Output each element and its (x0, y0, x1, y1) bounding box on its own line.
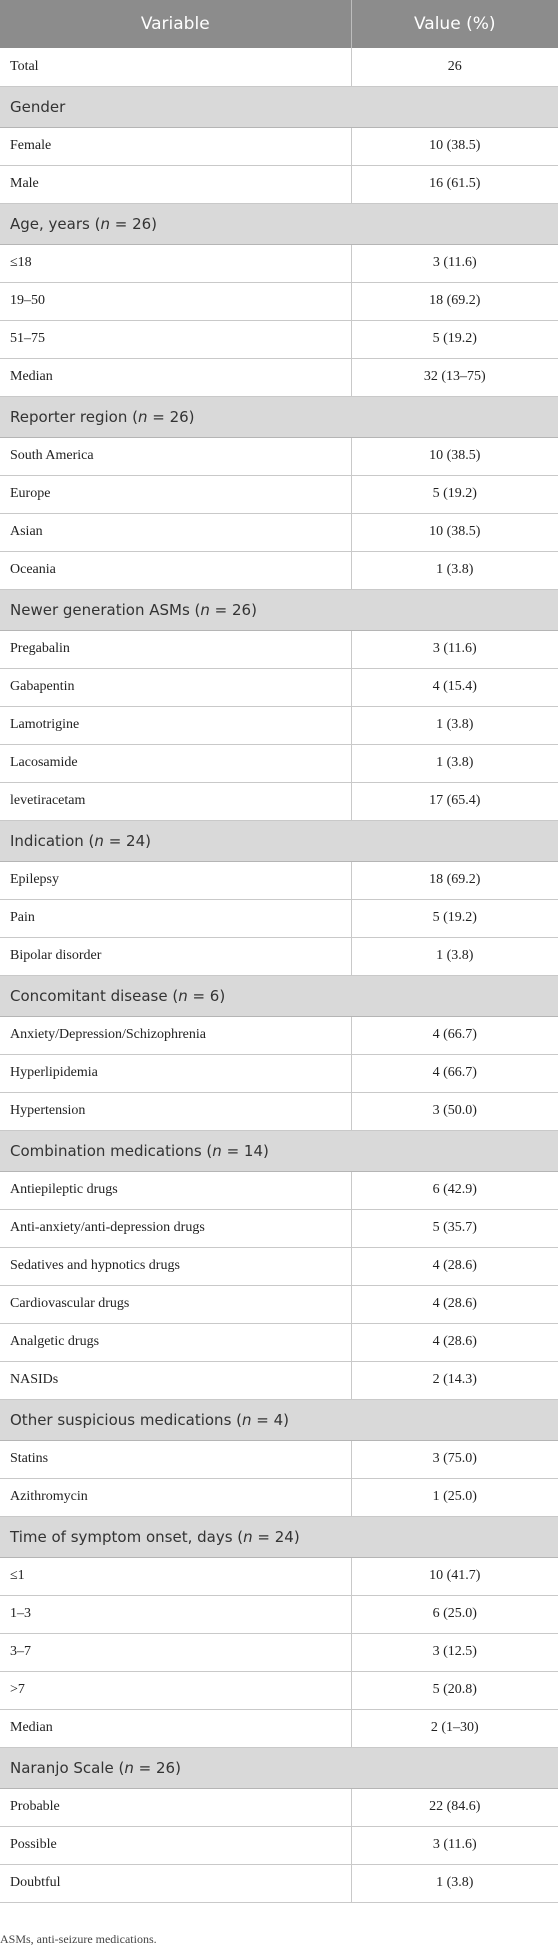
section-header-row (0, 820, 558, 861)
section-header (0, 1516, 558, 1557)
section-header (0, 203, 558, 244)
value-cell: 3 (50.0) (351, 1092, 558, 1130)
table-row (0, 1092, 558, 1130)
variable-cell: Female (0, 127, 351, 165)
variable-cell: 51–75 (0, 320, 351, 358)
table-row (0, 358, 558, 396)
table-row (0, 744, 558, 782)
variable-cell: Anxiety/Depression/Schizophrenia (0, 1016, 351, 1054)
section-n-value: = 24) (252, 1527, 300, 1546)
section-label: Age, years ( (10, 214, 101, 233)
section-header (0, 86, 558, 127)
footnote: ASMs, anti-seizure medications. (0, 1932, 157, 1946)
table-row (0, 1285, 558, 1323)
value-cell: 4 (28.6) (351, 1285, 558, 1323)
value-cell: 4 (28.6) (351, 1247, 558, 1285)
variable-cell: Median (0, 358, 351, 396)
section-label: Newer generation ASMs ( (10, 600, 201, 619)
variable-cell: Lamotrigine (0, 706, 351, 744)
variable-cell: Median (0, 1709, 351, 1747)
value-cell: 6 (25.0) (351, 1595, 558, 1633)
value-cell: 18 (69.2) (351, 861, 558, 899)
table-row (0, 668, 558, 706)
value-cell: 6 (42.9) (351, 1171, 558, 1209)
section-n-symbol: n (243, 1527, 253, 1546)
section-header-row (0, 86, 558, 127)
variable-cell: 3–7 (0, 1633, 351, 1671)
value-cell: 4 (66.7) (351, 1054, 558, 1092)
value-cell: 5 (19.2) (351, 475, 558, 513)
section-n-symbol: n (212, 1141, 222, 1160)
variable-cell: Hypertension (0, 1092, 351, 1130)
value-cell: 10 (41.7) (351, 1557, 558, 1595)
section-header-row (0, 1516, 558, 1557)
section-n-symbol: n (137, 407, 148, 426)
header-row (0, 0, 558, 48)
section-label: Gender (10, 97, 66, 116)
value-cell: 5 (19.2) (351, 320, 558, 358)
variable-cell: Total (0, 48, 351, 86)
variable-cell: Antiepileptic drugs (0, 1171, 351, 1209)
table-row (0, 1864, 558, 1902)
value-cell: 17 (65.4) (351, 782, 558, 820)
section-header-row (0, 203, 558, 244)
table-row (0, 475, 558, 513)
table-row (0, 1595, 558, 1633)
section-n-symbol: n (124, 1758, 134, 1777)
value-cell: 1 (3.8) (351, 551, 558, 589)
section-n-value: = 26) (147, 407, 195, 426)
section-n-value: = 24) (103, 831, 151, 850)
table-row (0, 782, 558, 820)
value-cell: 18 (69.2) (351, 282, 558, 320)
section-n-symbol: n (100, 214, 110, 233)
header-variable: Variable (0, 0, 351, 48)
value-cell: 1 (3.8) (351, 1864, 558, 1902)
variable-cell: NASIDs (0, 1361, 351, 1399)
table-row (0, 513, 558, 551)
table-row (0, 1671, 558, 1709)
section-n-value: = 26) (109, 214, 158, 233)
table-row (0, 1361, 558, 1399)
value-cell: 22 (84.6) (351, 1788, 558, 1826)
section-header-row (0, 1399, 558, 1440)
variable-cell: Cardiovascular drugs (0, 1285, 351, 1323)
section-n-symbol: n (242, 1410, 252, 1429)
section-label: Indication ( (10, 831, 95, 850)
table-row (0, 1247, 558, 1285)
table-body (0, 48, 558, 1902)
section-header (0, 1747, 558, 1788)
section-header (0, 1130, 558, 1171)
table-row (0, 899, 558, 937)
variable-cell: levetiracetam (0, 782, 351, 820)
variable-cell: Azithromycin (0, 1478, 351, 1516)
variable-cell: Probable (0, 1788, 351, 1826)
variable-cell: ≤18 (0, 244, 351, 282)
value-cell: 1 (3.8) (351, 937, 558, 975)
section-label: Reporter region ( (10, 407, 138, 426)
section-n-value: = 26) (209, 600, 257, 619)
table-row (0, 1557, 558, 1595)
section-header-row (0, 975, 558, 1016)
section-label: Concomitant disease ( (10, 986, 179, 1005)
section-n-symbol: n (178, 986, 188, 1005)
table-row (0, 1633, 558, 1671)
variable-cell: Male (0, 165, 351, 203)
variable-cell: Possible (0, 1826, 351, 1864)
section-label: Combination medications ( (10, 1141, 213, 1160)
section-header (0, 820, 558, 861)
table-row (0, 282, 558, 320)
section-label: Naranjo Scale ( (10, 1758, 125, 1777)
value-cell: 10 (38.5) (351, 513, 558, 551)
section-label: Time of symptom onset, days ( (10, 1527, 244, 1546)
value-cell: 5 (35.7) (351, 1209, 558, 1247)
variable-cell: Statins (0, 1440, 351, 1478)
section-n-value: = 6) (187, 986, 226, 1005)
variable-cell: ≤1 (0, 1557, 351, 1595)
value-cell: 3 (11.6) (351, 1826, 558, 1864)
table-row (0, 320, 558, 358)
table-row (0, 861, 558, 899)
section-n-symbol: n (94, 831, 104, 850)
table-row (0, 706, 558, 744)
variable-cell: Asian (0, 513, 351, 551)
value-cell: 2 (14.3) (351, 1361, 558, 1399)
table-row (0, 437, 558, 475)
value-cell: 3 (11.6) (351, 244, 558, 282)
value-cell: 3 (11.6) (351, 630, 558, 668)
variable-cell: 19–50 (0, 282, 351, 320)
value-cell: 5 (20.8) (351, 1671, 558, 1709)
variable-cell: Analgetic drugs (0, 1323, 351, 1361)
table-row (0, 48, 558, 86)
header-value: Value (%) (351, 0, 558, 48)
variable-cell: 1–3 (0, 1595, 351, 1633)
section-header-row (0, 589, 558, 630)
value-cell: 5 (19.2) (351, 899, 558, 937)
table-row (0, 1054, 558, 1092)
variable-cell: Doubtful (0, 1864, 351, 1902)
section-header (0, 589, 558, 630)
variable-cell: Europe (0, 475, 351, 513)
variable-cell: Anti-anxiety/anti-depression drugs (0, 1209, 351, 1247)
section-header (0, 1399, 558, 1440)
variable-cell: Epilepsy (0, 861, 351, 899)
value-cell: 1 (3.8) (351, 706, 558, 744)
table-row (0, 551, 558, 589)
table-row (0, 1826, 558, 1864)
table-row (0, 1440, 558, 1478)
variable-cell: Lacosamide (0, 744, 351, 782)
value-cell: 4 (28.6) (351, 1323, 558, 1361)
value-cell: 1 (3.8) (351, 744, 558, 782)
section-n-symbol: n (200, 600, 210, 619)
variable-cell: >7 (0, 1671, 351, 1709)
table-row (0, 937, 558, 975)
table-row (0, 127, 558, 165)
table-row (0, 165, 558, 203)
section-n-value: = 14) (221, 1141, 269, 1160)
section-header-row (0, 1130, 558, 1171)
table-row (0, 1323, 558, 1361)
variable-cell: Bipolar disorder (0, 937, 351, 975)
section-label: Other suspicious medications ( (10, 1410, 243, 1429)
value-cell: 16 (61.5) (351, 165, 558, 203)
section-n-value: = 4) (251, 1410, 290, 1429)
section-header-row (0, 396, 558, 437)
section-header (0, 396, 558, 437)
value-cell: 10 (38.5) (351, 437, 558, 475)
variable-cell: Pregabalin (0, 630, 351, 668)
variable-cell: Gabapentin (0, 668, 351, 706)
variable-cell: Oceania (0, 551, 351, 589)
variable-cell: Pain (0, 899, 351, 937)
value-cell: 4 (66.7) (351, 1016, 558, 1054)
variable-cell: Hyperlipidemia (0, 1054, 351, 1092)
section-n-value: = 26) (133, 1758, 181, 1777)
table-row (0, 1016, 558, 1054)
value-cell: 4 (15.4) (351, 668, 558, 706)
table-row (0, 1209, 558, 1247)
value-cell: 10 (38.5) (351, 127, 558, 165)
variable-cell: Sedatives and hypnotics drugs (0, 1247, 351, 1285)
value-cell: 26 (351, 48, 558, 86)
section-header-row (0, 1747, 558, 1788)
value-cell: 32 (13–75) (351, 358, 558, 396)
table-row (0, 1171, 558, 1209)
value-cell: 1 (25.0) (351, 1478, 558, 1516)
section-header (0, 975, 558, 1016)
table-row (0, 1478, 558, 1516)
value-cell: 3 (75.0) (351, 1440, 558, 1478)
table-row (0, 1788, 558, 1826)
table-row (0, 244, 558, 282)
table-row (0, 1709, 558, 1747)
table-row (0, 630, 558, 668)
variable-cell: South America (0, 437, 351, 475)
value-cell: 3 (12.5) (351, 1633, 558, 1671)
value-cell: 2 (1–30) (351, 1709, 558, 1747)
